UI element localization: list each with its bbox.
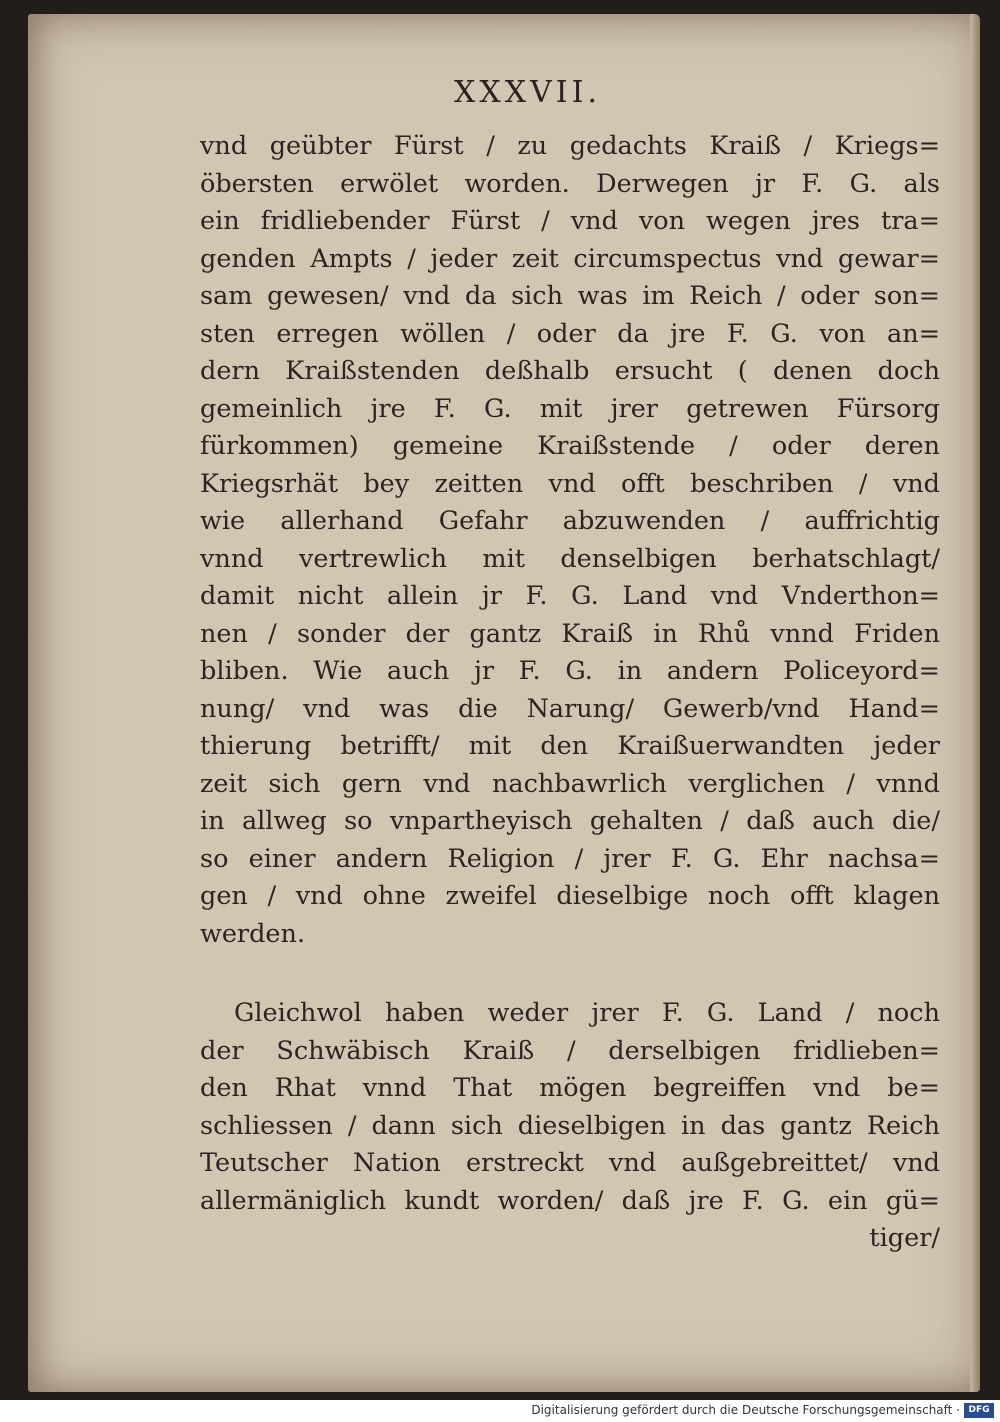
text-line: vnnd vertrewlich mit denselbigen berhatschlagt/ bbox=[200, 543, 940, 574]
text-line: ein fridliebender Fürst / vnd von wegen jres tra= bbox=[200, 206, 940, 236]
footer-credit: Digitalisierung gefördert durch die Deutsche Forschungsgemeinschaft · bbox=[531, 1403, 960, 1417]
text-line: thierung betrifft/ mit den Kraißuerwandten jeder bbox=[200, 731, 940, 761]
text-line: gemeinlich jre F. G. mit jrer getrewen Fürsorg bbox=[200, 393, 940, 424]
text-line: nung/ vnd was die Narung/ Gewerb/vnd Hand= bbox=[200, 693, 940, 724]
text-line: zeit sich gern vnd nachbawrlich verglichen / vnnd bbox=[200, 768, 940, 799]
paragraph-2 bbox=[200, 995, 950, 1258]
text-line: nen / sonder der gantz Kraiß in Rhů vnnd Friden bbox=[200, 618, 940, 649]
text-line: sten erregen wöllen / oder da jre F. G. von an= bbox=[200, 318, 940, 349]
text-line: werden. bbox=[200, 918, 306, 949]
text-line: fürkommen) gemeine Kraißstende / oder deren bbox=[200, 431, 940, 461]
text-line: öbersten erwölet worden. Derwegen jr F. G. als bbox=[200, 168, 940, 199]
text-line: genden Ampts / jeder zeit circumspectus vnd gewar= bbox=[200, 243, 940, 274]
text-line: allermäniglich kundt worden/ daß jre F. G. ein gü= bbox=[200, 1185, 940, 1216]
folio-number: XXXVII. bbox=[454, 75, 601, 110]
text-line: Gleichwol haben weder jrer F. G. Land / noch bbox=[234, 998, 940, 1028]
page-edge bbox=[970, 14, 980, 1392]
paragraph-1 bbox=[200, 128, 950, 953]
text-line: Teutscher Nation erstreckt vnd außgebreittet/ vnd bbox=[200, 1148, 940, 1178]
text-line: bliben. Wie auch jr F. G. in andern Policeyord= bbox=[200, 656, 940, 686]
text-line: damit nicht allein jr F. G. Land vnd Vnderthon= bbox=[200, 581, 940, 611]
text-line: sam gewesen/ vnd da sich was im Reich / oder son= bbox=[200, 281, 940, 311]
text-line: den Rhat vnnd That mögen begreiffen vnd be= bbox=[200, 1073, 940, 1103]
text-line: in allweg so vnpartheyisch gehalten / daß auch die/ bbox=[200, 806, 940, 836]
text-line: gen / vnd ohne zweifel dieselbige noch offt klagen bbox=[200, 881, 940, 911]
text-line: dern Kraißstenden deßhalb ersucht ( denen doch bbox=[200, 356, 940, 386]
text-line: vnd geübter Fürst / zu gedachts Kraiß / Kriegs= bbox=[200, 131, 940, 161]
catchword: tiger/ bbox=[869, 1223, 940, 1253]
text-line: der Schwäbisch Kraiß / derselbigen fridlieben= bbox=[200, 1035, 940, 1066]
text-line: so einer andern Religion / jrer F. G. Ehr nachsa= bbox=[200, 843, 940, 874]
footer-bar bbox=[0, 1400, 1000, 1422]
text-block bbox=[200, 128, 950, 1258]
text-line: Kriegsrhät bey zeitten vnd offt beschriben / vnd bbox=[200, 468, 940, 499]
text-line: schliessen / dann sich dieselbigen in das gantz Reich bbox=[200, 1110, 940, 1141]
text-line: wie allerhand Gefahr abzuwenden / auffrichtig bbox=[200, 506, 940, 536]
dfg-logo: DFG bbox=[964, 1403, 994, 1418]
